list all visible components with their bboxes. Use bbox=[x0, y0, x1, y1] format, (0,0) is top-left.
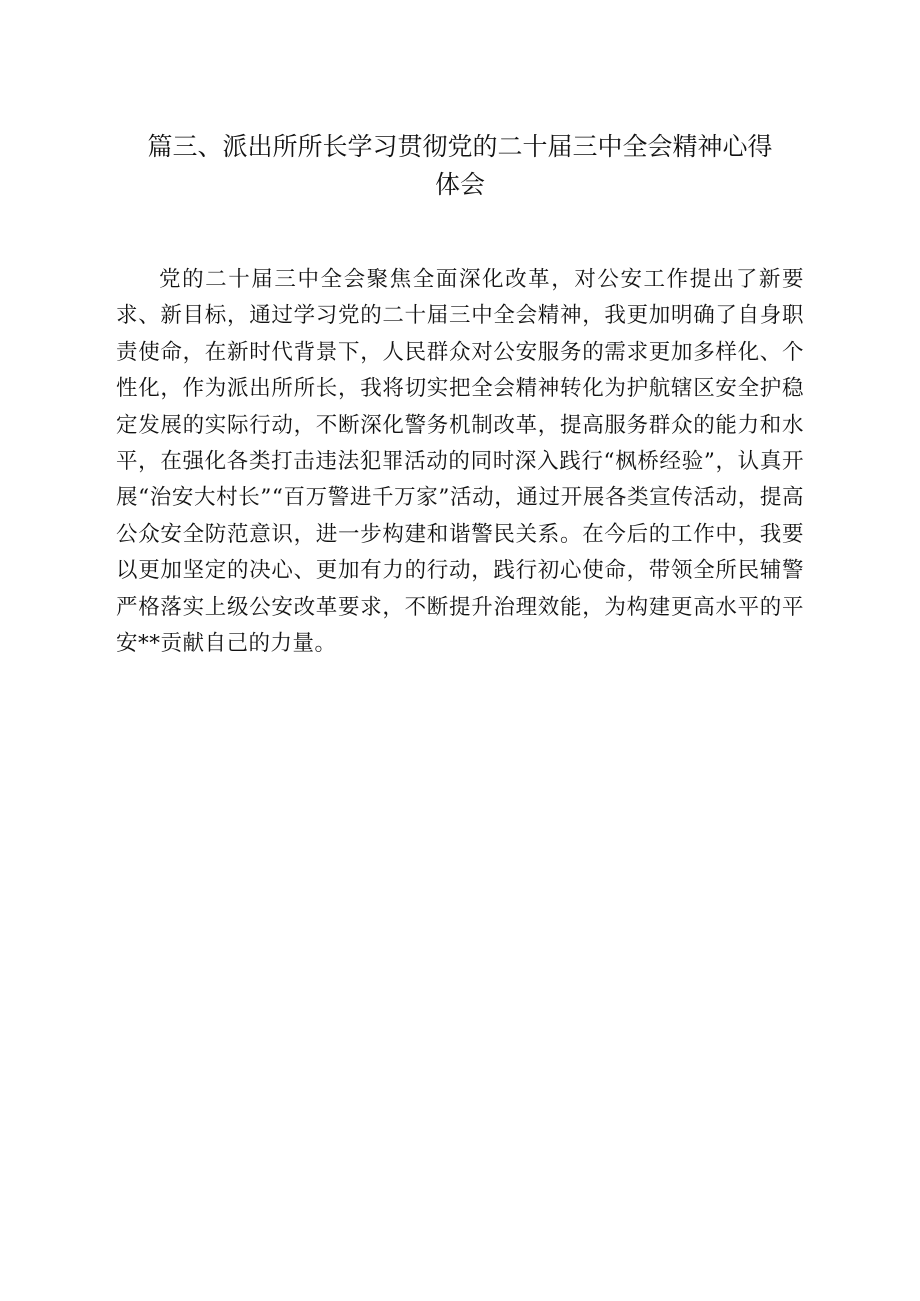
body-paragraph: 党的二十届三中全会聚焦全面深化改革，对公安工作提出了新要求、新目标，通过学习党的二十届三中全会精神，我更加明确了自身职责使命，在新时代背景下，人民群众对公安服务的需求更加多样化、个性化，作为派出所所长，我将切实把全会精神转化为护航辖区安全护稳定发展的实际行动，不断深化警务机制改革，提高服务群众的能力和水平，在强化各类打击违法犯罪活动的同时深入践行“枫桥经验”，认真开展“治安大村长”“百万警进千万家”活动，通过开展各类宣传活动，提高公众安全防范意识，进一步构建和谐警民关系。在今后的工作中，我要以更加坚定的决心、更加有力的行动，践行初心使命，带领全所民辅警严格落实上级公安改革要求，不断提升治理效能，为构建更高水平的平安**贡献自己的力量。 bbox=[116, 267, 804, 657]
document-title bbox=[120, 128, 800, 204]
title-line-1: 篇三、派出所所长学习贯彻党的二十届三中全会精神心得 bbox=[147, 132, 773, 161]
title-line-2: 体会 bbox=[434, 170, 485, 199]
